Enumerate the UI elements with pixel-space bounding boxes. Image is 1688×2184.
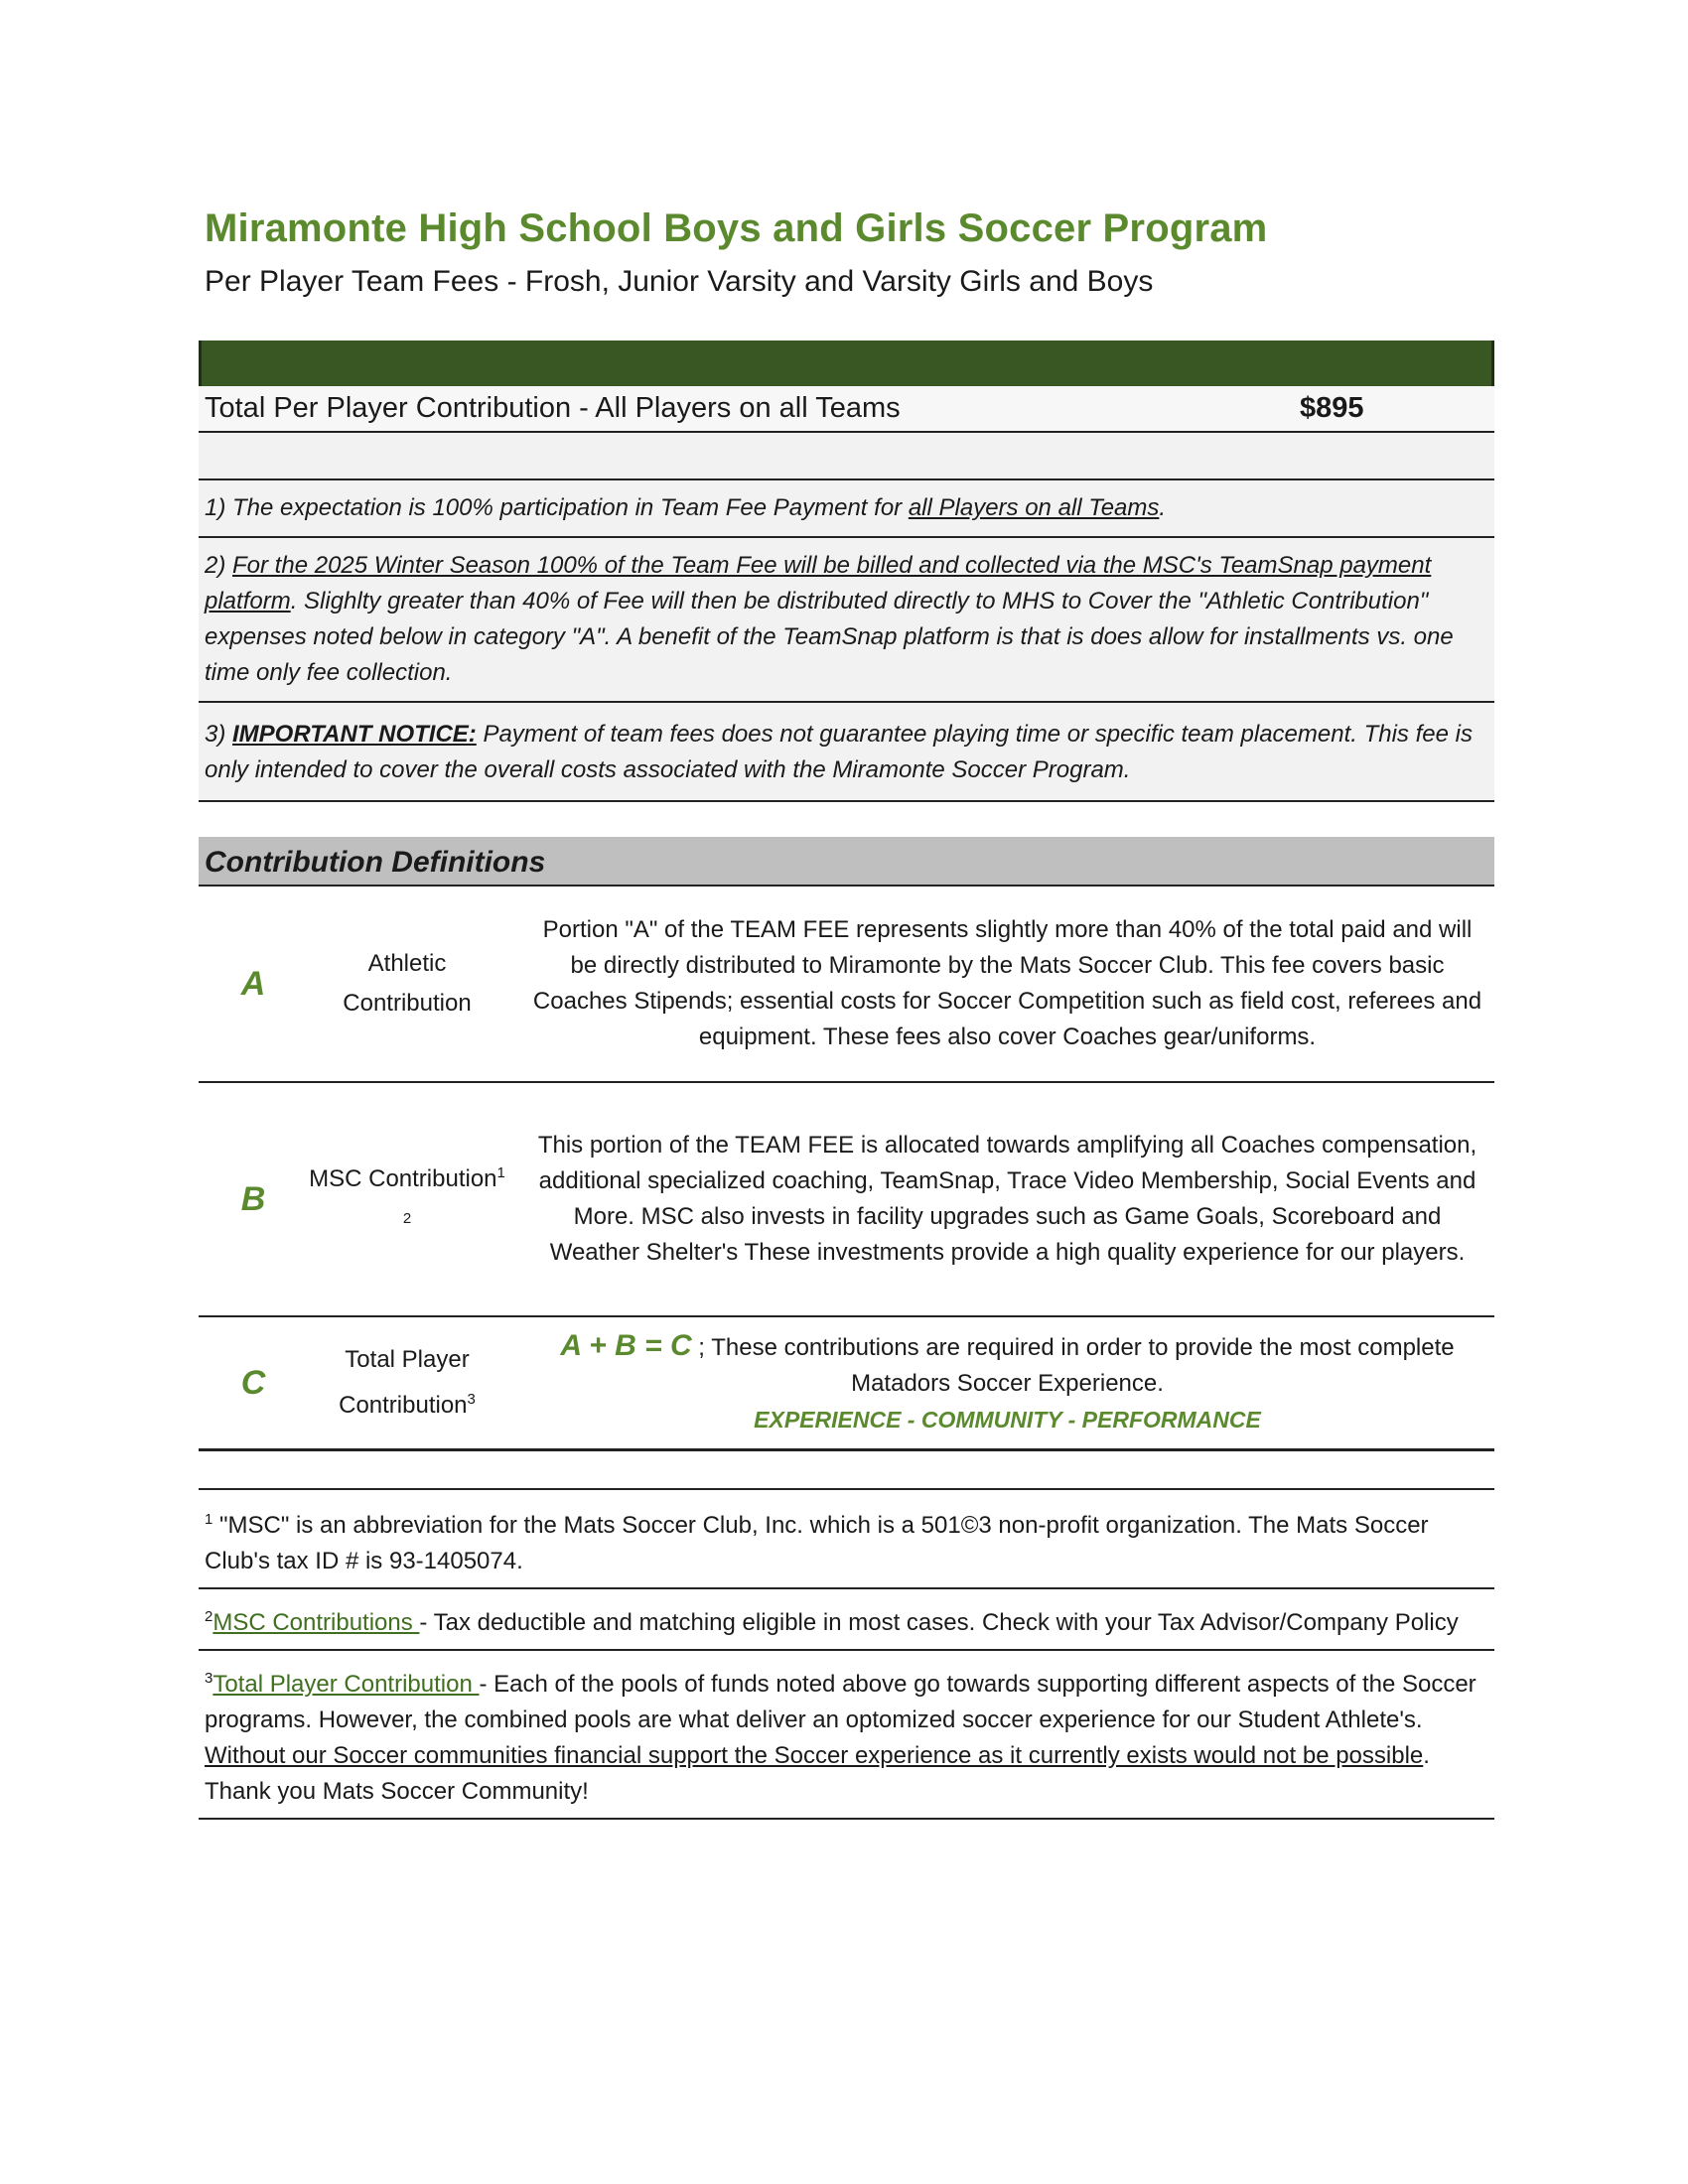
tagline: EXPERIENCE - COMMUNITY - PERFORMANCE: [754, 1406, 1261, 1433]
definition-row-a: [199, 887, 1494, 1083]
note-3-prefix: 3): [205, 721, 233, 748]
section-gap: [199, 802, 1494, 837]
note-1-text: 1) The expectation is 100% participation in Team Fee Payment for: [205, 494, 909, 521]
footnote-ref: 1 2: [402, 1164, 505, 1227]
total-contribution-row: [199, 386, 1494, 433]
footnote-number: 1: [205, 1511, 213, 1528]
note-2-text: . Slighlty greater than 40% of Fee will then be distributed directly to MHS to Cover the "Athletic Contribution" expenses noted below in category "A". A benefit of the TeamSnap platform is that is does allow for installments vs. one time only fee collection.: [205, 588, 1454, 686]
total-player-contribution-link[interactable]: Total Player Contribution: [212, 1671, 480, 1698]
total-amount: $895: [1300, 392, 1364, 424]
document-title: Miramonte High School Boys and Girls Soccer Program: [205, 206, 1268, 250]
footnote-1: [199, 1490, 1494, 1589]
definition-label-text: Total Player Contribution: [339, 1346, 470, 1419]
footnote-number: 2: [205, 1608, 213, 1625]
total-label: Total Per Player Contribution - All Players on all Teams: [205, 392, 901, 424]
footnote-end: . Thank you Mats Soccer Community!: [205, 1742, 1430, 1805]
definition-label: [308, 1154, 506, 1245]
definition-label: [308, 1340, 506, 1426]
definitions-header: Contribution Definitions: [199, 837, 1494, 887]
definition-letter: C: [240, 1363, 266, 1402]
blank-row: [199, 433, 1494, 480]
note-2-underlined: For the 2025 Winter Season 100% of the Team Fee will be billed and collected via the MSC's TeamSnap payment platform: [205, 552, 1432, 614]
definition-letter: B: [240, 1179, 266, 1218]
note-1-suffix: .: [1159, 494, 1167, 521]
definition-description: [506, 1328, 1494, 1438]
definition-row-c: [199, 1317, 1494, 1451]
definition-label: Athletic Contribution: [343, 950, 472, 1017]
definition-row-b: [199, 1083, 1494, 1317]
definition-letter: A: [240, 964, 266, 1003]
fee-document: [199, 199, 1494, 1820]
footnote-text: "MSC" is an abbreviation for the Mats Soccer Club, Inc. which is a 501©3 non-profit organization. The Mats Soccer Club's tax ID # is 93-1405074.: [205, 1512, 1429, 1574]
definition-description: Portion "A" of the TEAM FEE represents slightly more than 40% of the total paid and will be directly distributed to Miramonte by the Mats Soccer Club. This fee covers basic Coaches Stipends; essential costs for Soccer Competition such as field cost, referees and equipment. These fees also cover Coaches gear/uniforms.: [532, 916, 1482, 1050]
footnote-text: - Each of the pools of funds noted above go towards supporting different aspects of the Soccer programs. However, the combined pools are what deliver an optomized soccer experience for our Student Athlete's.: [205, 1671, 1477, 1733]
note-2-prefix: 2): [205, 552, 233, 579]
note-1: [199, 480, 1494, 538]
footnote-text: - Tax deductible and matching eligible in most cases. Check with your Tax Advisor/Company Policy: [419, 1609, 1459, 1636]
footnote-underlined: Without our Soccer communities financial support the Soccer experience as it currently exists would not be possible: [205, 1742, 1424, 1769]
note-1-underlined: all Players on all Teams: [908, 494, 1160, 521]
footnote-3: [199, 1651, 1494, 1820]
note-3: [199, 703, 1494, 802]
definition-label-text: MSC Contribution: [309, 1165, 497, 1192]
definition-description: This portion of the TEAM FEE is allocated towards amplifying all Coaches compensation, additional specialized coaching, TeamSnap, Trace Video Membership, Social Events and More. MSC also invests in facility upgrades such as Game Goals, Scoreboard and Weather Shelter's These investments provide a high quality experience for our players.: [537, 1132, 1477, 1266]
footnote-gap: [199, 1451, 1494, 1490]
footnote-number: 3: [205, 1670, 213, 1687]
definition-c-text: ; These contributions are required in order to provide the most complete Matadors Soccer Experience.: [691, 1333, 1455, 1397]
footnote-ref: 3: [467, 1391, 476, 1408]
document-subtitle: Per Player Team Fees - Frosh, Junior Varsity and Varsity Girls and Boys: [205, 265, 1154, 298]
note-3-text: Payment of team fees does not guarantee playing time or specific team placement. This fee is only intended to cover the overall costs associated with the Miramonte Soccer Program.: [205, 721, 1473, 783]
footnote-2: [199, 1589, 1494, 1651]
abc-formula: A + B = C: [560, 1328, 692, 1362]
header-band: [199, 341, 1494, 386]
important-notice: IMPORTANT NOTICE:: [232, 721, 477, 748]
note-2: [199, 538, 1494, 703]
msc-contributions-link[interactable]: MSC Contributions: [212, 1609, 420, 1636]
